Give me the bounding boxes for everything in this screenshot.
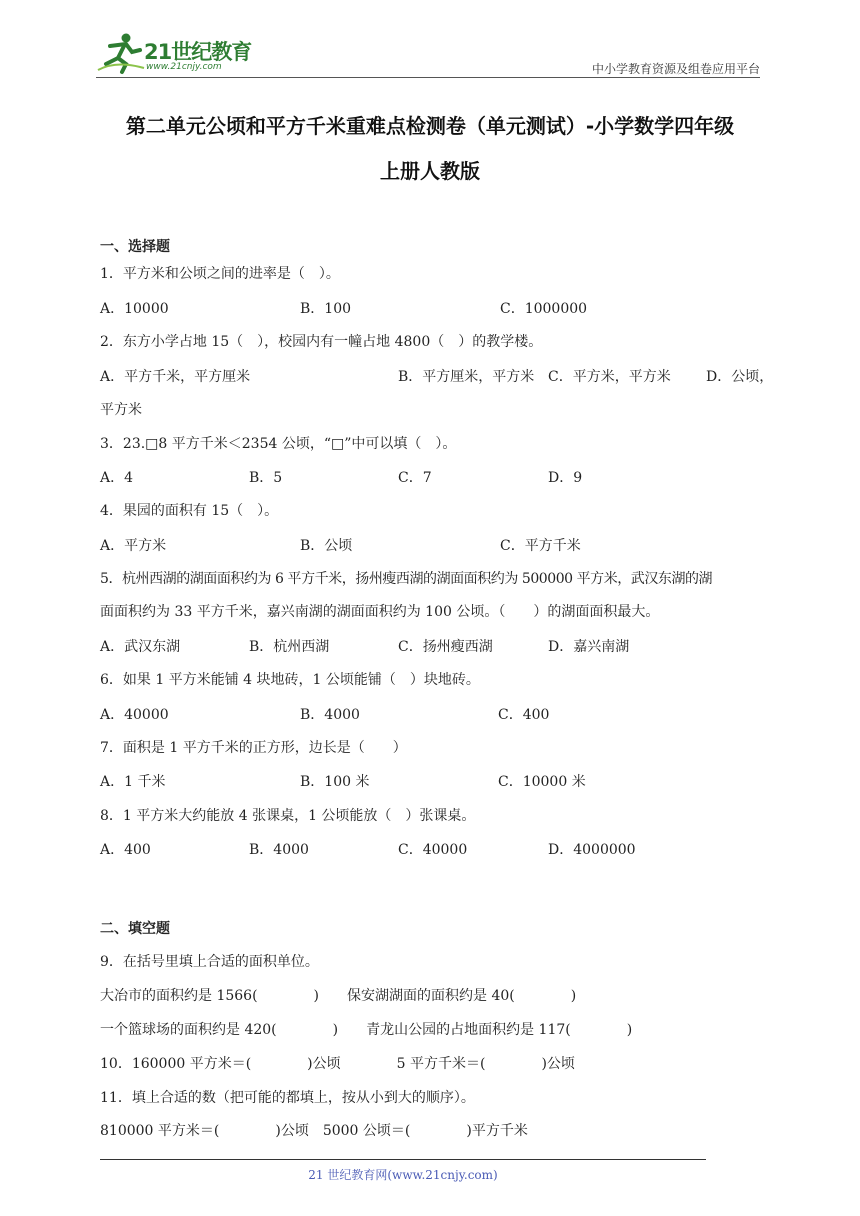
question-6-stem: 6．如果 1 平方米能铺 4 块地砖，1 公顷能铺（ ）块地砖。 (100, 672, 480, 688)
question-4-option-c: C．平方千米 (500, 538, 581, 554)
question-5-option-a: A．武汉东湖 (100, 639, 181, 655)
question-3-stem: 3．23.□8 平方千米＜2354 公顷，“□”中可以填（ ）。 (100, 436, 457, 452)
footer-divider (100, 1159, 706, 1160)
question-2-option-c: C．平方米，平方米 (548, 369, 671, 385)
question-5-stem-line-2: 面面积约为 33 平方千米，嘉兴南湖的湖面面积约为 100 公顷。（ ）的湖面面积最大。 (100, 604, 660, 620)
question-8-option-d: D．4000000 (548, 842, 636, 858)
question-5-option-b: B．杭州西湖 (249, 639, 330, 655)
question-10-stem: 10．160000 平方米＝( )公顷 5 平方千米＝( )公顷 (100, 1056, 575, 1072)
question-7-option-c: C．10000 米 (498, 774, 586, 790)
question-2-option-b: B．平方厘米，平方米 (398, 369, 535, 385)
question-5-stem-line-1: 5．杭州西湖的湖面面积约为 6 平方千米，扬州瘦西湖的湖面面积约为 500000 平方米，武汉东湖的湖 (100, 571, 713, 587)
question-4-stem: 4．果园的面积有 15（ ）。 (100, 503, 279, 519)
question-9-line-1: 大冶市的面积约是 1566( ) 保安湖湖面的面积约是 40( ) (100, 988, 577, 1004)
page-title-line-2: 上册人教版 (380, 159, 480, 183)
question-3-option-b: B．5 (249, 470, 283, 486)
question-5-option-d: D．嘉兴南湖 (548, 639, 630, 655)
question-9-line-2: 一个篮球场的面积约是 420( ) 青龙山公园的占地面积约是 117( ) (100, 1022, 633, 1038)
question-6-option-c: C．400 (498, 707, 550, 723)
question-2-option-a: A．平方千米，平方厘米 (100, 369, 251, 385)
question-9-stem: 9．在括号里填上合适的面积单位。 (100, 954, 319, 970)
question-3-option-a: A．4 (100, 470, 134, 486)
question-7-option-b: B．100 米 (300, 774, 370, 790)
header-divider (96, 77, 760, 78)
question-1-option-c: C．1000000 (500, 301, 588, 317)
brand-name: 21世纪教育 (144, 40, 252, 64)
question-6-option-a: A．40000 (100, 707, 169, 723)
question-2-option-d: D．公顷， (706, 369, 774, 385)
question-11-stem: 11．填上合适的数（把可能的都填上，按从小到大的顺序）。 (100, 1090, 475, 1106)
question-8-option-a: A．400 (100, 842, 151, 858)
question-2-stem: 2．东方小学占地 15（ ），校园内有一幢占地 4800（ ）的教学楼。 (100, 334, 543, 350)
section-heading-choice: 一、选择题 (100, 239, 170, 255)
question-1-option-b: B．100 (300, 301, 352, 317)
page-title-line-1: 第二单元公顷和平方千米重难点检测卷（单元测试）-小学数学四年级 (125, 114, 735, 138)
question-4-option-b: B．公顷 (300, 538, 353, 554)
question-5-option-c: C．扬州瘦西湖 (398, 639, 493, 655)
question-8-option-b: B．4000 (249, 842, 309, 858)
question-1-option-a: A．10000 (100, 301, 169, 317)
question-7-option-a: A．1 千米 (100, 774, 166, 790)
platform-tagline: 中小学教育资源及组卷应用平台 (591, 62, 760, 76)
brand-logo (96, 30, 266, 76)
question-7-stem: 7．面积是 1 平方千米的正方形，边长是（ ） (100, 740, 407, 756)
question-4-option-a: A．平方米 (100, 538, 167, 554)
question-11-line-1: 810000 平方米＝( )公顷 5000 公顷＝( )平方千米 (100, 1123, 528, 1139)
question-8-stem: 8．1 平方米大约能放 4 张课桌，1 公顷能放（ ）张课桌。 (100, 808, 476, 824)
section-heading-fill-in: 二、填空题 (100, 921, 170, 937)
question-6-option-b: B．4000 (300, 707, 360, 723)
question-8-option-c: C．40000 (398, 842, 468, 858)
page-header (96, 30, 760, 78)
question-3-option-d: D．9 (548, 470, 583, 486)
question-2-option-d-continued: 平方米 (100, 402, 142, 418)
footer-text: 21 世纪教育网(www.21cnjy.com) (308, 1168, 498, 1182)
question-1-stem: 1．平方米和公顷之间的进率是（ ）。 (100, 266, 340, 282)
runner-logo-icon (96, 30, 146, 76)
question-3-option-c: C．7 (398, 470, 432, 486)
brand-url: www.21cnjy.com (146, 62, 222, 72)
